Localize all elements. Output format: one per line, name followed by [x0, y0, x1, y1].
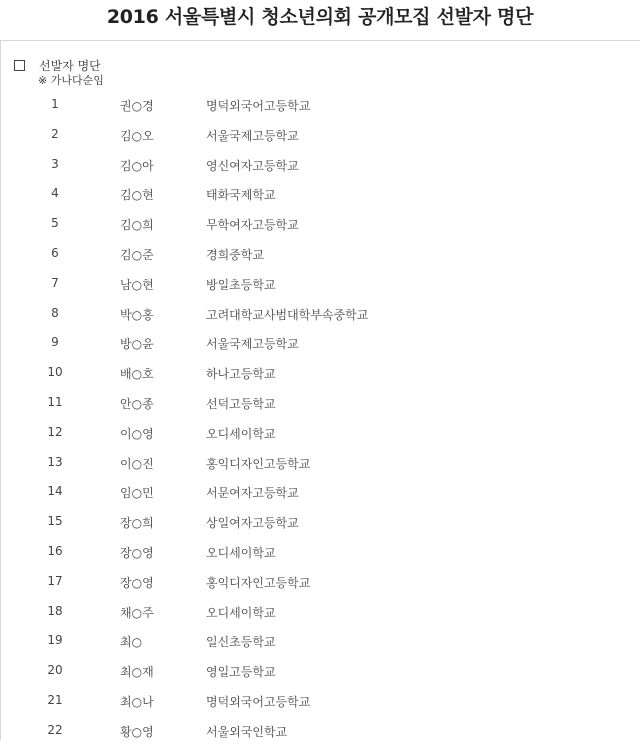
- school-name: 서문여자고등학교: [206, 486, 299, 501]
- list-item: [0, 246, 640, 276]
- applicant-name: 최○재: [120, 665, 154, 680]
- list-item: [0, 186, 640, 216]
- applicant-name: 김○아: [120, 158, 154, 173]
- list-item: [0, 306, 640, 336]
- list-item: [0, 276, 640, 306]
- list-item: [0, 723, 640, 753]
- school-name: 홍익디자인고등학교: [206, 456, 311, 471]
- applicant-name: 이○영: [120, 426, 154, 441]
- school-name: 서울외국인학교: [206, 724, 288, 739]
- list-item: [0, 335, 640, 365]
- school-name: 오디세이학교: [206, 605, 276, 620]
- school-name: 경희중학교: [206, 247, 264, 262]
- list-item: [0, 455, 640, 485]
- row-number: 14: [47, 484, 63, 499]
- row-number: 15: [47, 514, 63, 529]
- row-number: 3: [51, 156, 59, 171]
- school-name: 명덕외국어고등학교: [206, 694, 311, 709]
- section-heading-text: 선발자 명단: [39, 59, 101, 73]
- list-item: [0, 633, 640, 663]
- school-name: 명덕외국어고등학교: [206, 99, 311, 113]
- list-item: [0, 693, 640, 723]
- applicant-name: 배○호: [120, 367, 154, 382]
- row-number: 22: [47, 722, 63, 737]
- applicant-name: 장○영: [120, 545, 154, 560]
- applicant-name: 김○오: [120, 128, 154, 143]
- list-item: [0, 514, 640, 544]
- row-number: 4: [51, 186, 59, 201]
- school-name: 상일여자고등학교: [206, 516, 299, 531]
- applicant-name: 최○: [120, 635, 143, 650]
- list-item: [0, 365, 640, 395]
- applicant-name: 방○윤: [120, 337, 154, 352]
- row-number: 2: [51, 126, 59, 141]
- list-item: [0, 604, 640, 634]
- row-number: 6: [51, 245, 59, 260]
- row-number: 20: [47, 663, 63, 678]
- row-number: 18: [47, 603, 63, 618]
- applicant-name: 장○영: [120, 575, 154, 590]
- selection-list: [0, 97, 640, 753]
- row-number: 1: [51, 97, 59, 111]
- applicant-name: 이○진: [120, 456, 154, 471]
- row-number: 13: [47, 454, 63, 469]
- applicant-name: 안○종: [120, 396, 154, 411]
- applicant-name: 남○현: [120, 277, 154, 292]
- square-bullet-icon: [14, 60, 25, 71]
- page-title: 2016 서울특별시 청소년의회 공개모집 선발자 명단: [106, 6, 534, 28]
- row-number: 19: [47, 633, 63, 648]
- list-item: [0, 157, 640, 187]
- row-number: 7: [51, 275, 59, 290]
- sort-note: ※ 가나다순임: [38, 74, 104, 87]
- applicant-name: 박○홍: [120, 307, 154, 322]
- row-number: 16: [47, 543, 63, 558]
- school-name: 서울국제고등학교: [206, 337, 299, 352]
- school-name: 오디세이학교: [206, 426, 276, 441]
- row-number: 11: [47, 394, 63, 409]
- row-number: 5: [51, 216, 59, 231]
- row-number: 8: [51, 305, 59, 320]
- list-item: [0, 425, 640, 455]
- school-name: 홍익디자인고등학교: [206, 575, 311, 590]
- list-item: [0, 97, 640, 127]
- school-name: 영신여자고등학교: [206, 158, 299, 173]
- applicant-name: 김○현: [120, 188, 154, 203]
- row-number: 21: [47, 692, 63, 707]
- list-item: [0, 544, 640, 574]
- applicant-name: 김○희: [120, 218, 154, 233]
- list-item: [0, 127, 640, 157]
- school-name: 서울국제고등학교: [206, 128, 299, 143]
- row-number: 17: [47, 573, 63, 588]
- school-name: 오디세이학교: [206, 545, 276, 560]
- applicant-name: 김○준: [120, 247, 154, 262]
- school-name: 선덕고등학교: [206, 396, 276, 411]
- applicant-name: 임○민: [120, 486, 154, 501]
- row-number: 12: [47, 424, 63, 439]
- list-item: [0, 663, 640, 693]
- list-item: [0, 216, 640, 246]
- school-name: 무학여자고등학교: [206, 218, 299, 233]
- school-name: 일신초등학교: [206, 635, 276, 650]
- school-name: 고려대학교사범대학부속중학교: [206, 307, 369, 322]
- list-item: [0, 395, 640, 425]
- school-name: 방일초등학교: [206, 277, 276, 292]
- applicant-name: 장○희: [120, 516, 154, 531]
- applicant-name: 황○영: [120, 724, 154, 739]
- school-name: 하나고등학교: [206, 367, 276, 382]
- applicant-name: 권○경: [120, 99, 154, 113]
- school-name: 태화국제학교: [206, 188, 276, 203]
- list-item: [0, 574, 640, 604]
- applicant-name: 최○나: [120, 694, 154, 709]
- applicant-name: 채○주: [120, 605, 154, 620]
- row-number: 10: [47, 365, 63, 380]
- school-name: 영일고등학교: [206, 665, 276, 680]
- top-divider: [0, 40, 640, 41]
- row-number: 9: [51, 335, 59, 350]
- list-item: [0, 484, 640, 514]
